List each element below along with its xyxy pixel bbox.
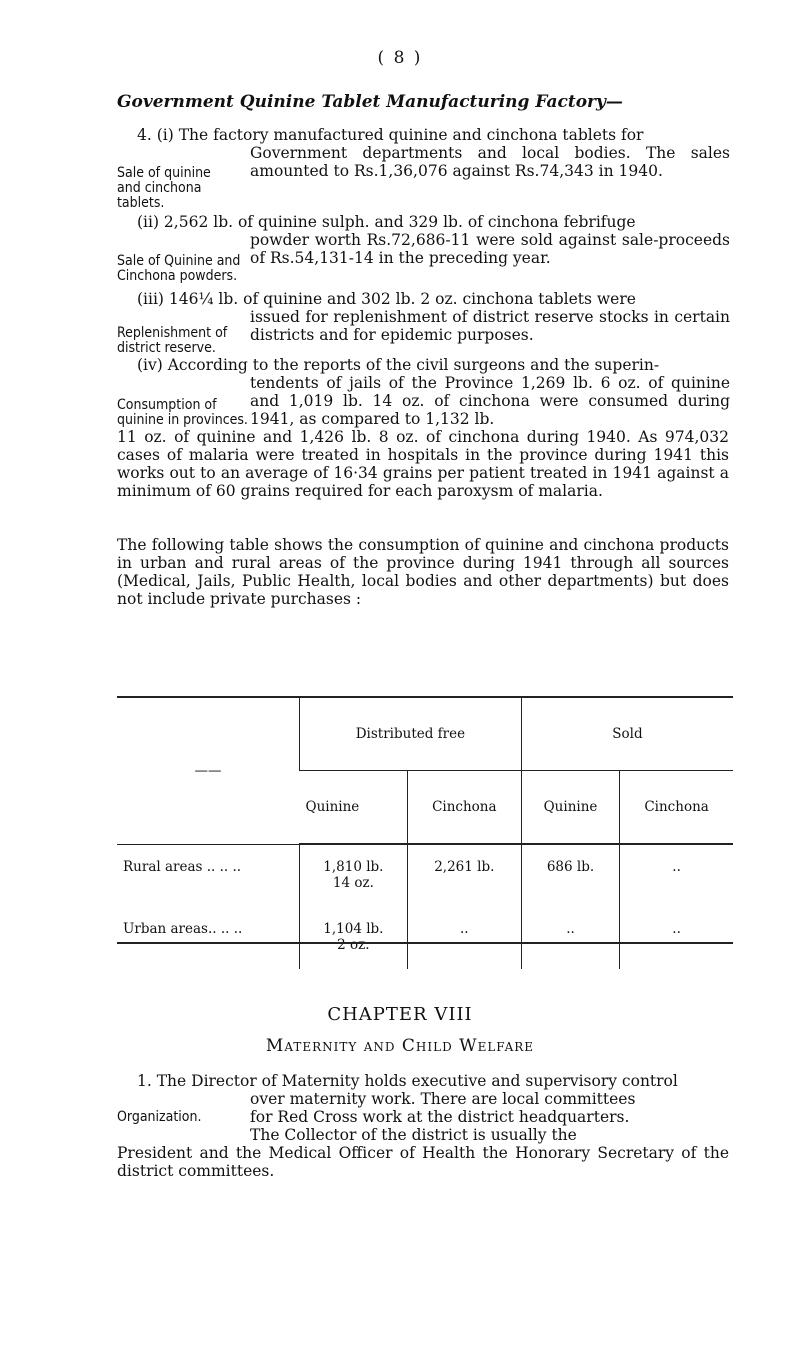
subheader-sold-quinine: Quinine — [521, 771, 619, 845]
para6-line4: The Collector of the district is usually the — [250, 1126, 577, 1144]
table-cell: 1,104 lb. 2 oz. — [300, 907, 408, 969]
subheader-sold-cinchona: Cinchona — [620, 771, 733, 845]
para6-line3: for Red Cross work at the district headquarters. — [250, 1108, 630, 1126]
row-label: Urban areas.. .. .. — [123, 921, 243, 937]
para6-line2: over maternity work. There are local committees — [250, 1090, 636, 1108]
para4-lead: (iv) According to the reports of the civil surgeons and the superin- — [137, 356, 660, 374]
section-heading: Government Quinine Tablet Manufacturing Factory— — [117, 92, 623, 112]
table-cell: 1,810 lb. 14 oz. — [300, 844, 408, 907]
para1-sidenote: Sale of quinine and cinchona tablets. — [117, 165, 211, 211]
para4-sidenote: Consumption of quinine in provinces. — [117, 397, 248, 428]
page-number: ( 8 ) — [377, 48, 423, 68]
consumption-table — [117, 698, 733, 969]
para3-lead: (iii) 146¼ lb. of quinine and 302 lb. 2 oz. cinchona tablets were — [137, 290, 636, 308]
table-cell: 686 lb. — [521, 844, 619, 907]
para3-sidenote: Replenishment of district reserve. — [117, 325, 228, 356]
subheader-free-quinine: Quinine — [300, 771, 408, 845]
para2-lead: (ii) 2,562 lb. of quinine sulph. and 329 lb. of cinchona febrifuge — [137, 213, 636, 231]
table-cell: .. — [521, 907, 619, 969]
table-corner: —— — [117, 698, 300, 844]
para1-body: Government departments and local bodies. The sales amounted to Rs.1,36,076 against Rs.74,343 in 1940. — [250, 144, 730, 180]
table-bottom-rule — [117, 942, 733, 944]
para1-lead: 4. (i) The factory manufactured quinine and cinchona tablets for — [137, 126, 644, 144]
table-row — [117, 907, 733, 969]
table-cell: .. — [620, 844, 733, 907]
chapter-subtitle: Maternity and Child Welfare — [265, 1036, 535, 1056]
header-distributed-free: Distributed free — [300, 698, 522, 771]
para3-body: issued for replenishment of district reserve stocks in certain districts and for epidemic purposes. — [250, 308, 730, 344]
para4-continuation: 11 oz. of quinine and 1,426 lb. 8 oz. of cinchona during 1940. As 974,032 cases of malaria were treated in hospitals in the province during 1941 this works out to an average of 16·34 grains per patient treated in 1941 against a minimum of 60 grains required for each paroxysm of malaria. — [117, 428, 729, 500]
para2-body: powder worth Rs.72,686-11 were sold against sale-proceeds of Rs.54,131-14 in the preceding year. — [250, 231, 730, 267]
subheader-free-cinchona: Cinchona — [407, 771, 521, 845]
header-sold: Sold — [521, 698, 733, 771]
table-cell: .. — [407, 907, 521, 969]
table-cell: .. — [620, 907, 733, 969]
para4-body: tendents of jails of the Province 1,269 lb. 6 oz. of quinine and 1,019 lb. 14 oz. of cinchona were consumed during 1941, as compared to 1,132 lb. — [250, 374, 730, 428]
para2-sidenote: Sale of Quinine and Cinchona powders. — [117, 253, 241, 284]
chapter-title: CHAPTER VIII — [327, 1004, 473, 1025]
table-cell: 2,261 lb. — [407, 844, 521, 907]
row-label: Rural areas .. .. .. — [123, 858, 242, 875]
para6-sidenote: Organization. — [117, 1109, 202, 1125]
para6-lead: 1. The Director of Maternity holds executive and supervisory control — [137, 1072, 678, 1090]
table-row — [117, 844, 733, 907]
para5: The following table shows the consumption of quinine and cinchona products in urban and rural areas of the province during 1941 through all sources (Medical, Jails, Public Health, local bodies and other departments) but does not include private purchases : — [117, 536, 729, 608]
para6-continuation: President and the Medical Officer of Health the Honorary Secretary of the district committees. — [117, 1144, 729, 1180]
